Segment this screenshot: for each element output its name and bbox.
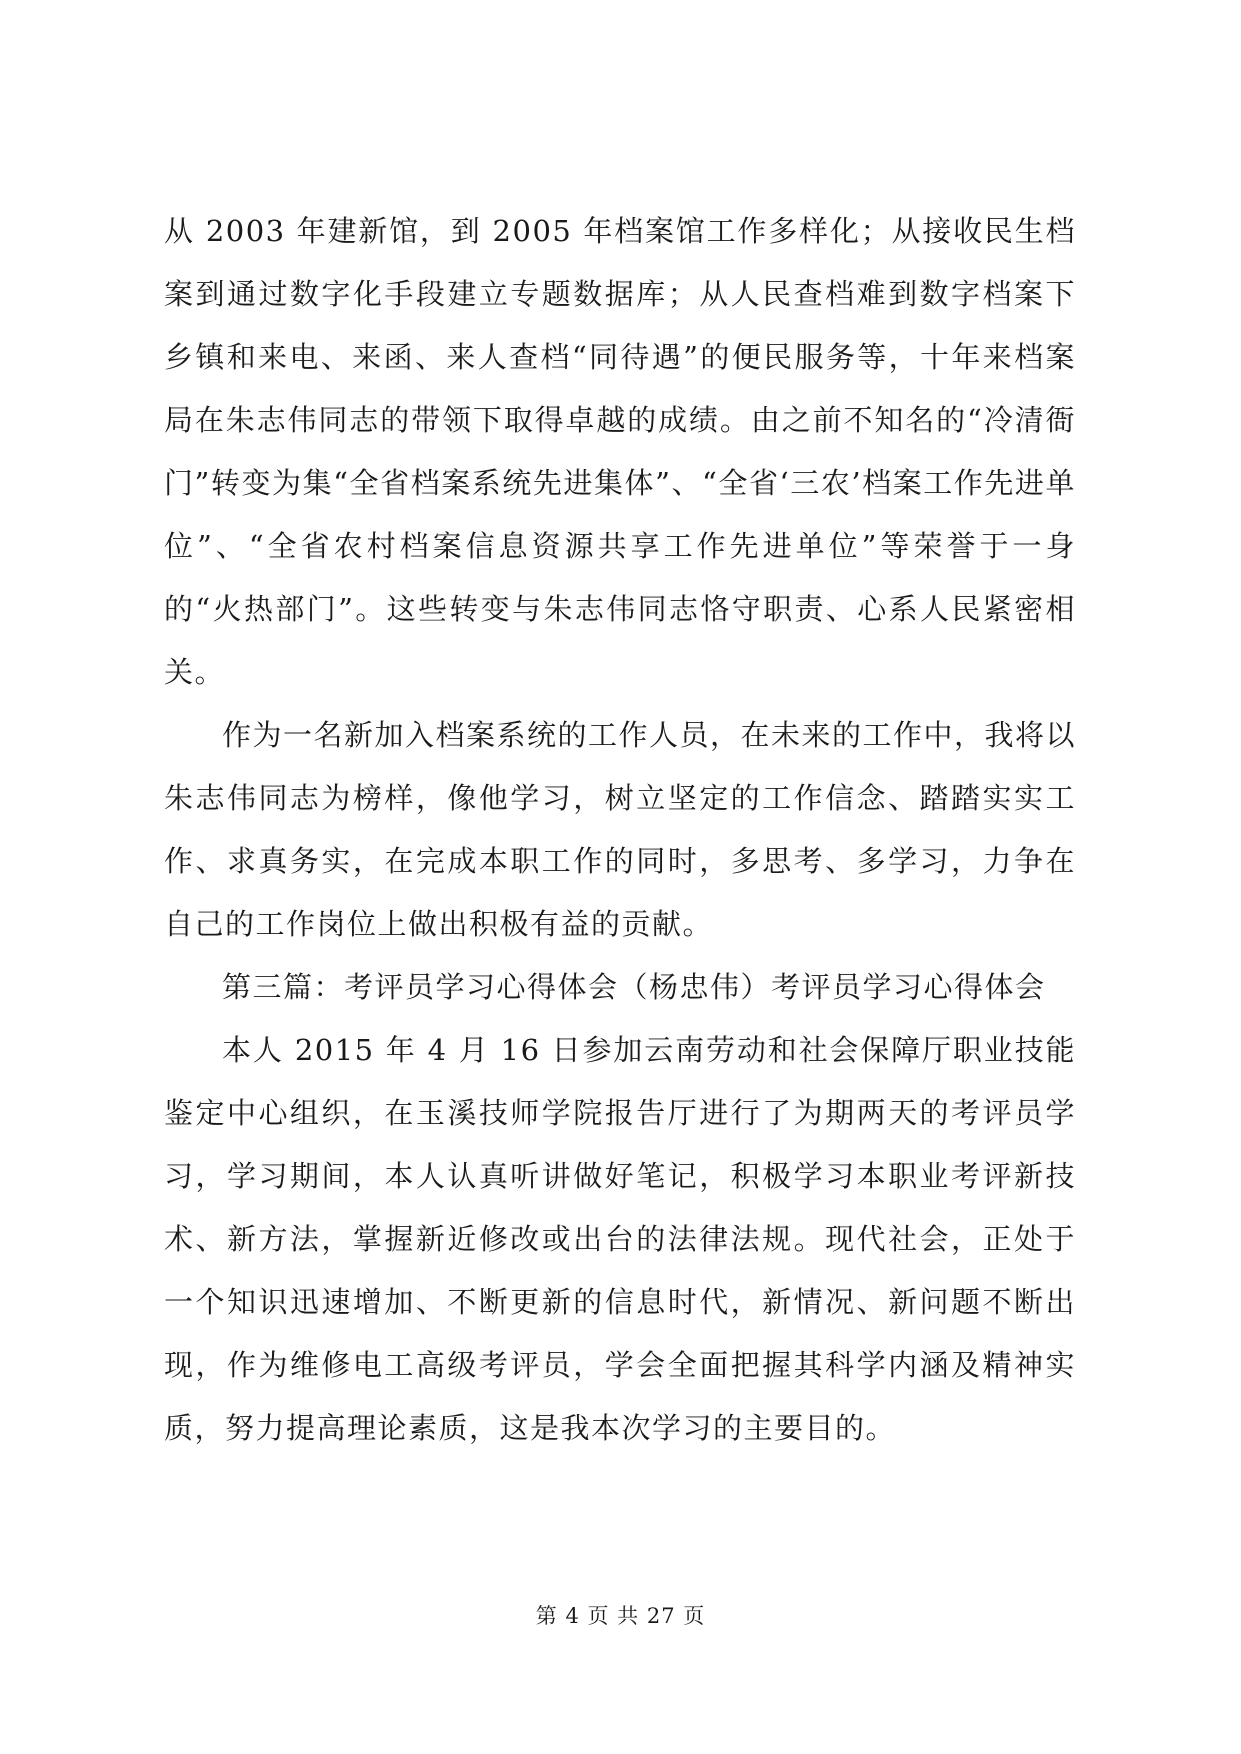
- section-heading-part-three: 第三篇：考评员学习心得体会（杨忠伟）考评员学习心得体会: [222, 970, 1046, 1004]
- paragraph-examiner-training: 本人 2015 年 4 月 16 日参加云南劳动和社会保障厅职业技能鉴定中心组织，在玉溪技师学院报告厅进行了为期两天的考评员学习，学习期间，本人认真听讲做好笔记，积极学习本职业考评新技术、新方法，掌握新近修改或出台的法律法规。现代社会，正处于一个知识迅速增加、不断更新的信息时代，新情况、新问题不断出现，作为维修电工高级考评员，学会全面把握其科学内涵及精神实质，努力提高理论素质，这是我本次学习的主要目的。: [164, 1033, 1076, 1445]
- page-number-footer: 第 4 页 共 27 页: [535, 1604, 706, 1628]
- paragraph-archive-achievements: 从 2003 年建新馆，到 2005 年档案馆工作多样化；从接收民生档案到通过数字化手段建立专题数据库；从人民查档难到数字档案下乡镇和来电、来函、来人查档“同待遇”的便民服务等，十年来档案局在朱志伟同志的带领下取得卓越的成绩。由之前不知名的“冷清衙门”转变为集“全省档案系统先进集体”、“全省‘三农’档案工作先进单位”、“全省农村档案信息资源共享工作先进单位”等荣誉于一身的“火热部门”。这些转变与朱志伟同志恪守职责、心系人民紧密相关。: [164, 214, 1076, 689]
- document-body: [164, 200, 1076, 1460]
- paragraph-personal-commitment: 作为一名新加入档案系统的工作人员，在未来的工作中，我将以朱志伟同志为榜样，像他学习，树立坚定的工作信念、踏踏实实工作、求真务实，在完成本职工作的同时，多思考、多学习，力争在自己的工作岗位上做出积极有益的贡献。: [164, 718, 1077, 941]
